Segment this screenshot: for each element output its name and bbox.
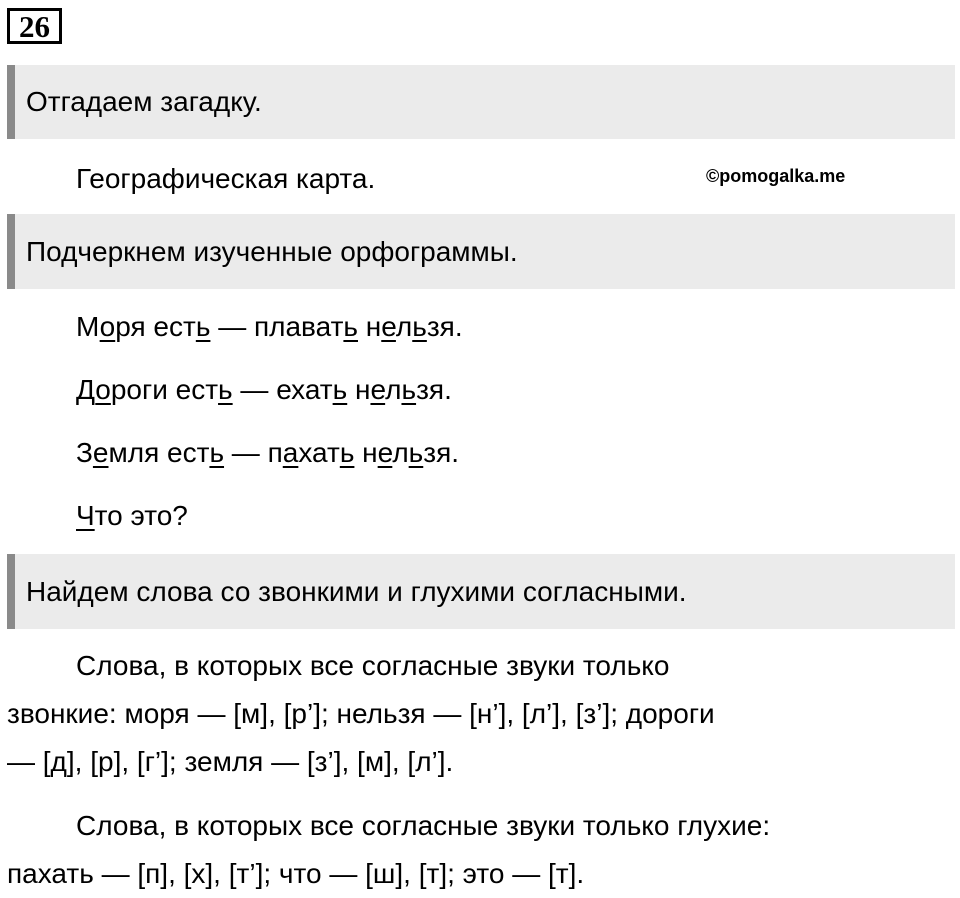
text-segment: л: [395, 311, 413, 342]
text-segment: мля ест: [108, 437, 210, 468]
riddle-line-2: [76, 374, 452, 406]
underlined-spelling: е: [370, 374, 386, 405]
riddle-line-4: [76, 500, 188, 532]
section-heading-consonants: [7, 554, 955, 629]
text-segment: роги ест: [110, 374, 219, 405]
paragraph-voiced-line-3: — [д], [р], [г’]; земля — [з’], [м], [л’].: [7, 746, 454, 777]
paragraph-voiced-line-2: звонкие: моря — [м], [р’]; нельзя — [н’], [л’], [з’]; дороги: [7, 698, 715, 729]
heading-text: Подчеркнем изученные орфограммы.: [26, 235, 518, 267]
paragraph-voiceless-line-1: Слова, в которых все согласные звуки только глухие:: [76, 810, 771, 841]
underlined-spelling: е: [92, 437, 109, 468]
underlined-spelling: ь: [339, 437, 355, 468]
section-heading-spelling: [7, 214, 955, 289]
text-segment: л: [392, 437, 409, 468]
underlined-spelling: о: [99, 311, 116, 342]
underlined-spelling: ь: [218, 374, 233, 405]
underlined-spelling: Ч: [76, 500, 95, 531]
watermark: ©pomogalka.me: [706, 166, 846, 186]
riddle-line-1: [76, 311, 463, 343]
text-segment: н: [347, 374, 371, 405]
text-segment: то это?: [94, 500, 188, 531]
text-segment: н: [358, 311, 382, 342]
heading-text: Отгадаем загадку.: [26, 86, 262, 117]
text-segment: зя.: [426, 311, 463, 342]
text-segment: н: [354, 437, 378, 468]
text-segment: Д: [76, 374, 96, 405]
text-segment: М: [76, 311, 100, 342]
text-segment: З: [76, 437, 93, 468]
underlined-spelling: ь: [412, 311, 427, 342]
text-segment: зя.: [423, 437, 460, 468]
text-segment: — ехат: [232, 374, 333, 405]
underlined-spelling: а: [282, 437, 299, 468]
riddle-answer: Географическая карта.: [76, 163, 376, 194]
text-segment: — плават: [210, 311, 344, 342]
text-segment: зя.: [416, 374, 452, 405]
paragraph-voiced-line-1: Слова, в которых все согласные звуки только: [76, 650, 670, 681]
task-number-badge: 26: [7, 8, 62, 44]
text-segment: л: [385, 374, 402, 405]
underlined-spelling: ь: [209, 437, 225, 468]
underlined-spelling: ь: [408, 437, 424, 468]
riddle-line-3: [76, 437, 459, 469]
heading-text: Найдем слова со звонкими и глухими согласными.: [26, 575, 687, 607]
paragraph-voiceless-line-2: пахать — [п], [х], [т’]; что — [ш], [т]; это — [т].: [7, 858, 585, 889]
text-segment: ря ест: [115, 311, 196, 342]
text-segment: хат: [298, 437, 340, 468]
underlined-spelling: е: [377, 437, 393, 468]
section-heading-riddle: [7, 65, 955, 139]
underlined-spelling: о: [95, 374, 111, 405]
underlined-spelling: е: [381, 311, 396, 342]
underlined-spelling: ь: [343, 311, 358, 342]
text-segment: — п: [224, 437, 283, 468]
underlined-spelling: ь: [195, 311, 211, 342]
underlined-spelling: ь: [332, 374, 348, 405]
underlined-spelling: ь: [401, 374, 417, 405]
